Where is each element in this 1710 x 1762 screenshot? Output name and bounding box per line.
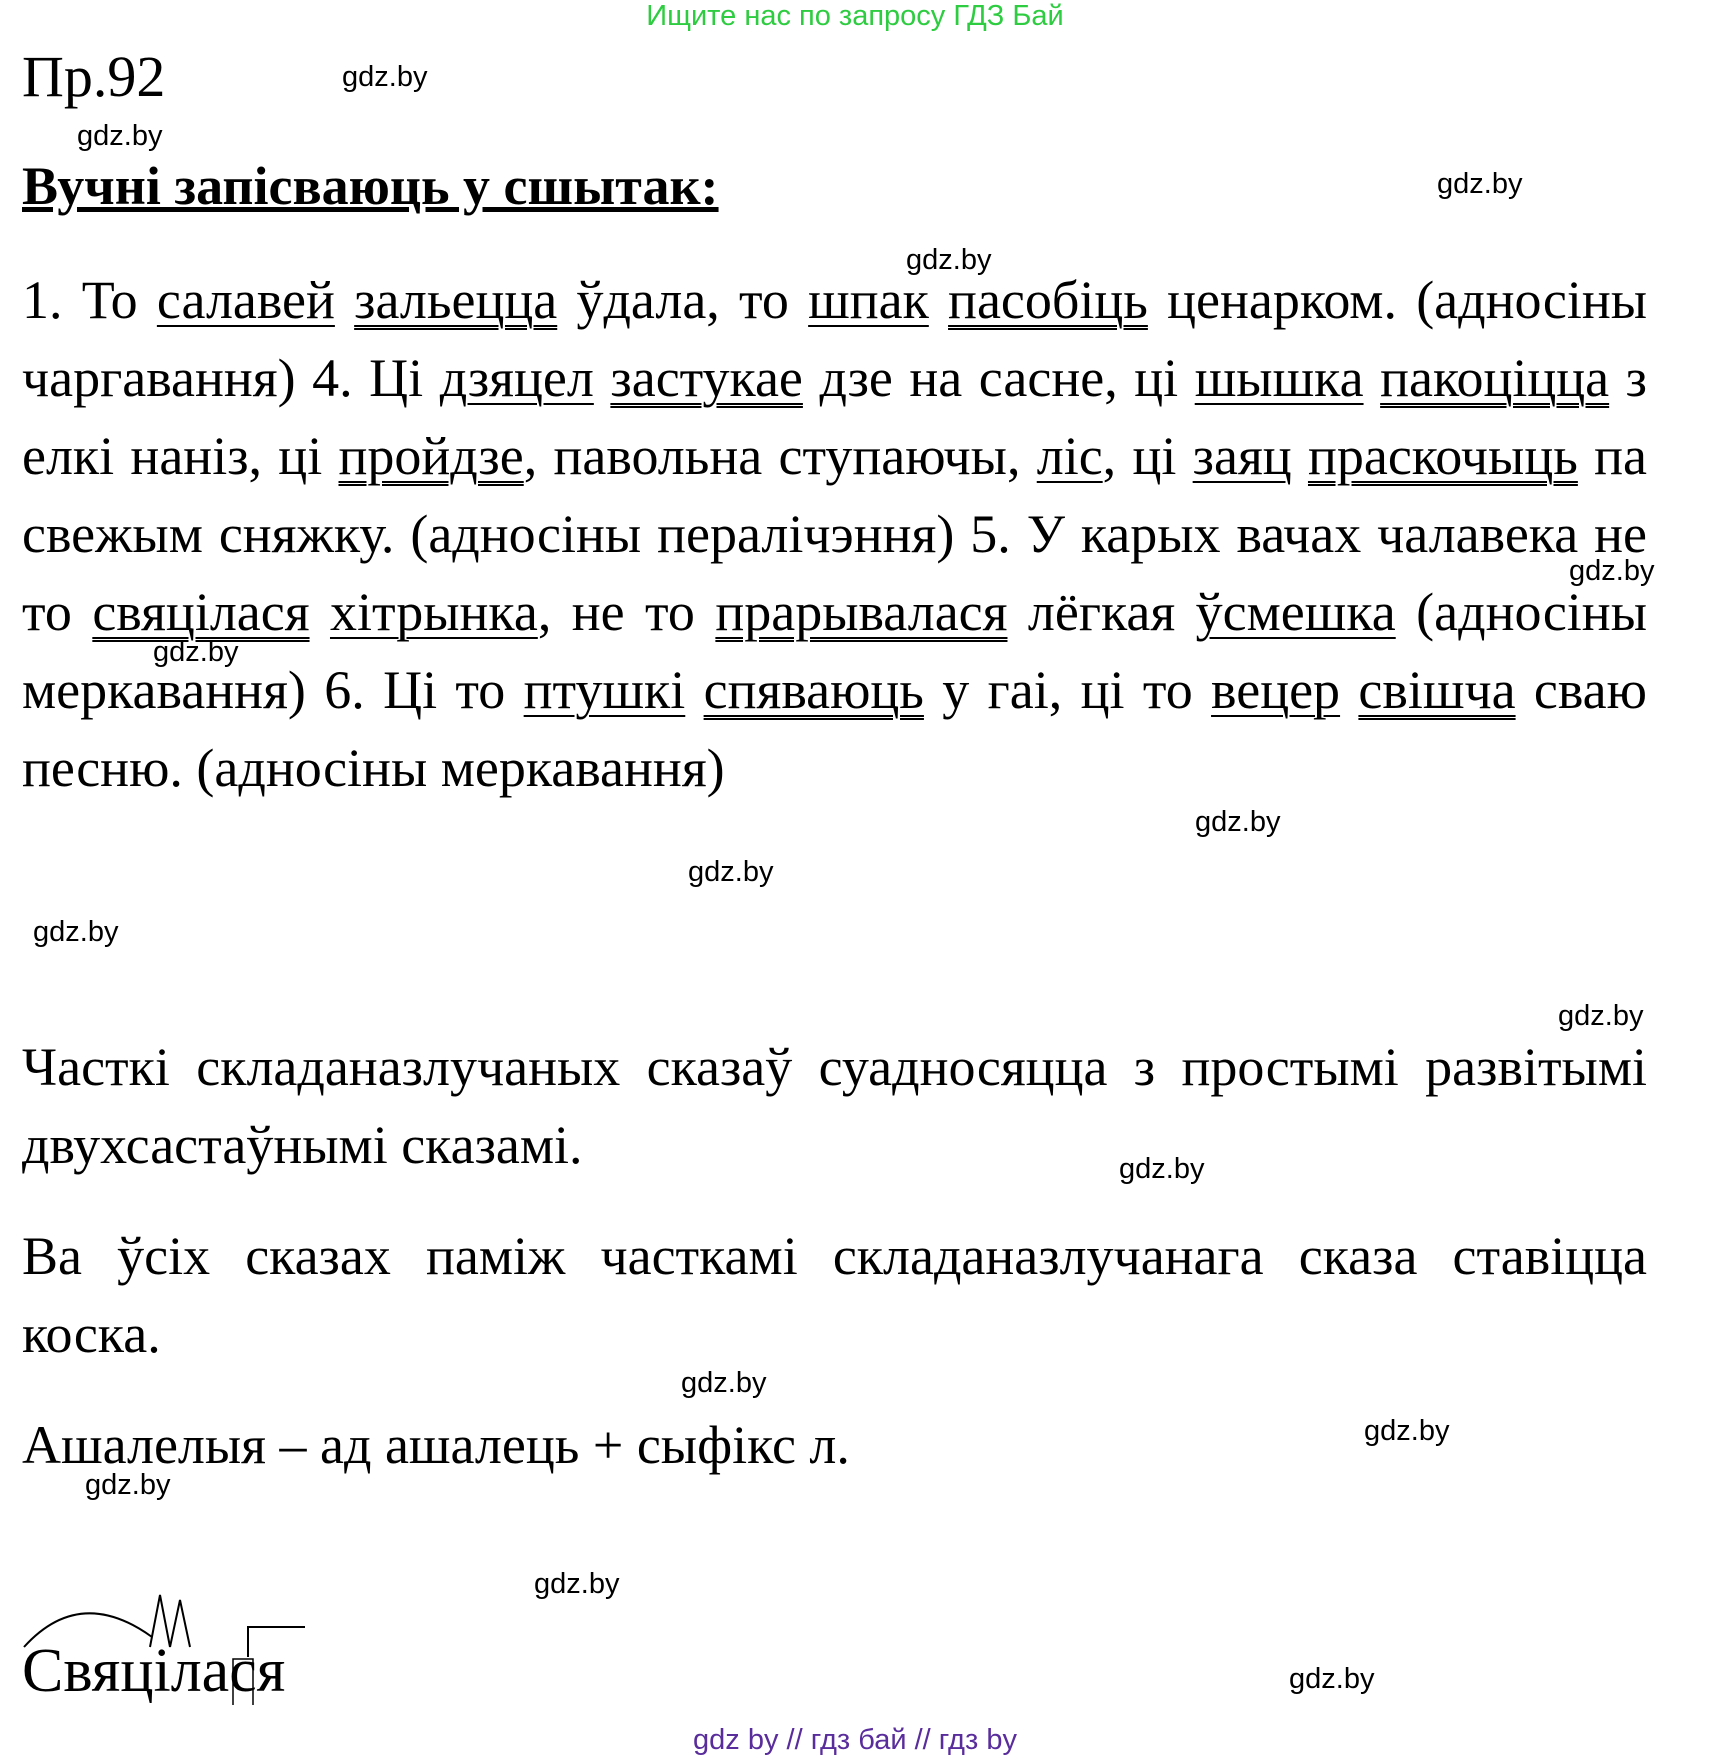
text-fragment	[335, 270, 354, 330]
subject-word: ліс	[1036, 426, 1103, 486]
watermark: gdz.by	[534, 1568, 620, 1600]
text-fragment: сваю песню. (адносіны меркавання)	[22, 660, 1647, 798]
text-fragment	[1340, 660, 1358, 720]
exercise-title: Пр.92	[22, 44, 166, 109]
predicate-word: пасобіць	[948, 270, 1148, 330]
text-fragment: лёгкая	[1007, 582, 1196, 642]
subject-word: шышка	[1194, 348, 1364, 408]
watermark: gdz.by	[1558, 1000, 1644, 1032]
text-fragment: ўдала, то	[557, 270, 809, 330]
predicate-word: праскочыць	[1307, 426, 1578, 486]
watermark: gdz.by	[1195, 806, 1281, 838]
watermark: gdz.by	[1289, 1663, 1375, 1695]
watermark: gdz.by	[85, 1469, 171, 1501]
note-parts-relation: Часткі складаназлучаных сказаў суадносяцца з простымі развітымі двухсастаўнымі сказамі.	[22, 1037, 1647, 1175]
text-fragment: , павольна ступаючы,	[523, 426, 1037, 486]
watermark: gdz.by	[153, 636, 239, 668]
watermark: gdz.by	[1119, 1153, 1205, 1185]
text-fragment: 1. То	[22, 270, 157, 330]
watermark: gdz.by	[1437, 168, 1523, 200]
text-fragment	[594, 348, 611, 408]
watermark: gdz.by	[33, 916, 119, 948]
text-fragment	[1292, 426, 1308, 486]
watermark: gdz.by	[906, 244, 992, 276]
watermark: gdz.by	[342, 61, 428, 93]
watermark: gdz.by	[1364, 1415, 1450, 1447]
text-fragment: у гаі, ці то	[923, 660, 1212, 720]
subject-word: ўсмешка	[1195, 582, 1396, 642]
subject-word: дзяцел	[439, 348, 594, 408]
predicate-word: свішча	[1358, 660, 1516, 720]
text-fragment	[685, 660, 703, 720]
text-fragment: з елкі наніз, ці	[22, 348, 1648, 486]
subject-word: хітрынка	[329, 582, 538, 642]
subject-word: шпак	[808, 270, 929, 330]
exercise-heading: Вучні запісваюць у сшытак:	[22, 156, 719, 216]
text-fragment: (адносіны меркавання) 6. Ці то	[22, 582, 1647, 720]
watermark: gdz.by	[1569, 555, 1655, 587]
predicate-word: пройдзе	[338, 426, 524, 486]
subject-word: салавей	[156, 270, 335, 330]
predicate-word: пакоціцца	[1380, 348, 1610, 408]
predicate-word: застукае	[610, 348, 803, 408]
predicate-word: прарывалася	[715, 582, 1008, 642]
subject-word: вецер	[1211, 660, 1341, 720]
predicate-word: свяцілася	[92, 582, 310, 642]
exercise-sentences	[22, 261, 1647, 807]
subject-word: заяц	[1192, 426, 1292, 486]
watermark: gdz.by	[77, 120, 163, 152]
text-fragment: ценарком. (адносіны чаргавання) 4. Ці	[22, 270, 1648, 408]
note-word-formation: Ашалелыя – ад ашалець + сыфікс л.	[22, 1415, 850, 1475]
text-fragment	[310, 582, 330, 642]
search-hint-link[interactable]: Ищите нас по запросу ГДЗ Бай	[646, 0, 1064, 32]
text-fragment	[929, 270, 948, 330]
morph-word: Свяцілася	[22, 1637, 286, 1705]
watermark: gdz.by	[681, 1367, 767, 1399]
subject-word: птушкі	[523, 660, 686, 720]
footer-links[interactable]: gdz by // гдз бай // гдз by	[693, 1724, 1017, 1756]
morphemic-analysis	[20, 1575, 320, 1705]
text-fragment: , не то	[537, 582, 716, 642]
text-fragment	[1364, 348, 1381, 408]
predicate-word: зальецца	[354, 270, 558, 330]
note-comma: Ва ўсіх сказах паміж часткамі складаназлучанага сказа ставіцца коска.	[22, 1226, 1647, 1364]
text-fragment: дзе на сасне, ці	[802, 348, 1195, 408]
text-fragment: па свежым сняжку. (адносіны пералічэння) 5. У карых вачах чалавека не то	[22, 426, 1648, 642]
text-fragment: , ці	[1102, 426, 1193, 486]
predicate-word: спяваюць	[703, 660, 924, 720]
watermark: gdz.by	[688, 856, 774, 888]
